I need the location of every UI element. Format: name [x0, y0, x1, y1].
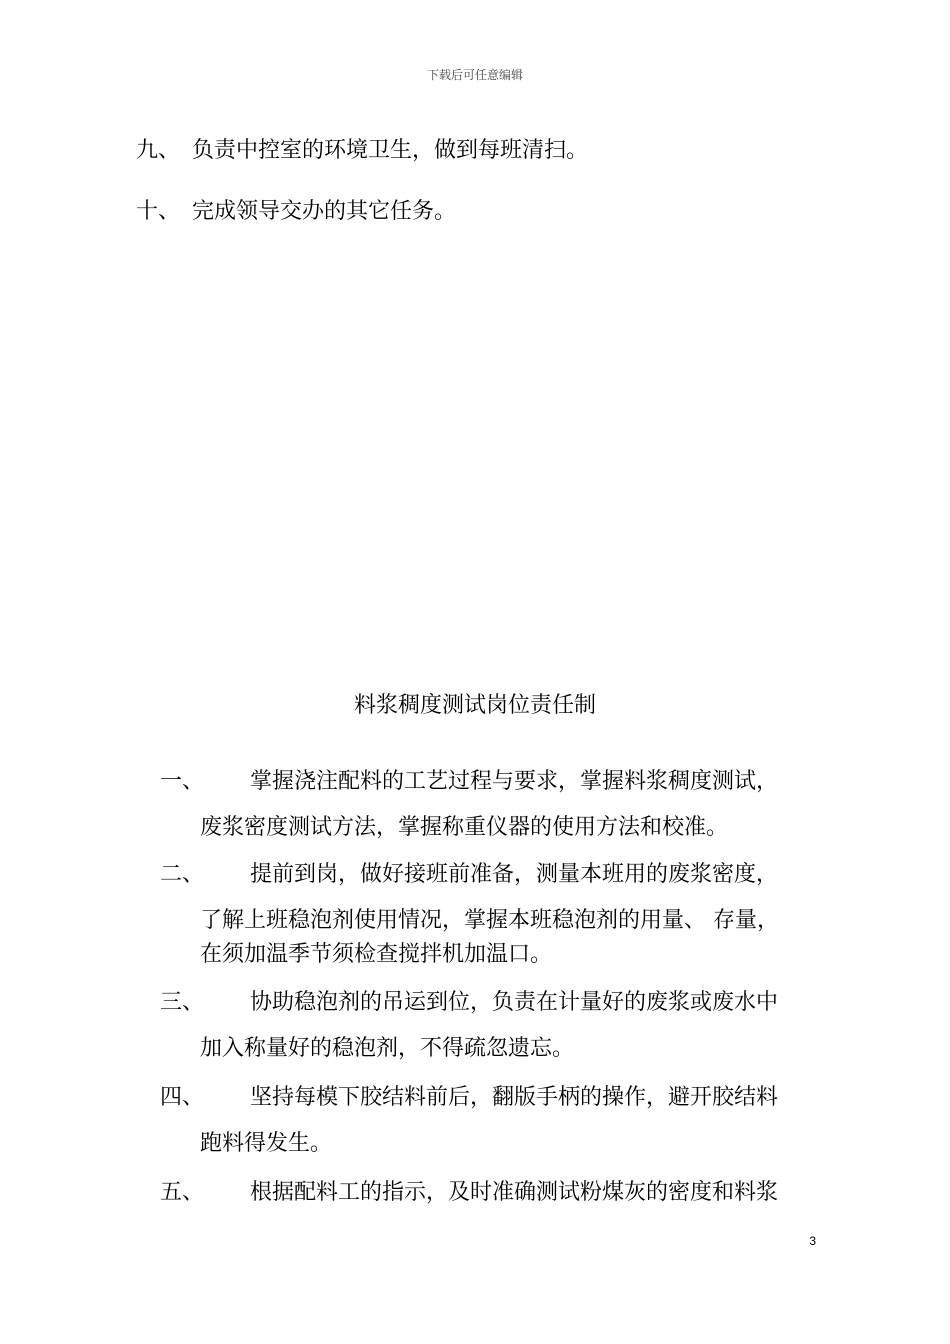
duty-number: 一、 [160, 769, 205, 794]
duty-line: 协助稳泡剂的吊运到位，负责在计量好的废浆或废水中 [250, 990, 779, 1015]
duty-line: 在须加温季节须检查搅拌机加温口。 [200, 942, 553, 967]
duty-number: 二、 [160, 862, 205, 887]
duty-line: 跑料得发生。 [200, 1131, 333, 1156]
header-note: 下载后可任意编辑 [426, 68, 523, 82]
duty-line: 掌握浇注配料的工艺过程与要求，掌握料浆稠度测试， [250, 769, 779, 794]
duty-item [160, 1080, 820, 1170]
item-number: 十、 [136, 199, 181, 224]
duty-line: 提前到岗，做好接班前准备，测量本班用的废浆密度， [250, 862, 779, 887]
item-text: 负责中控室的环境卫生，做到每班清扫。 [192, 138, 589, 163]
duty-line: 了解上班稳泡剂使用情况，掌握本班稳泡剂的用量、 存量， [200, 908, 779, 933]
duty-line: 根据配料工的指示，及时准确测试粉煤灰的密度和料浆 [250, 1180, 779, 1205]
duty-number: 三、 [160, 990, 205, 1015]
list-item [136, 189, 836, 235]
item-text: 完成领导交办的其它任务。 [192, 199, 457, 224]
duty-item [160, 857, 820, 977]
page-number: 3 [809, 1234, 816, 1248]
duty-number: 四、 [160, 1085, 205, 1110]
item-number: 九、 [136, 138, 181, 163]
list-item [136, 128, 836, 174]
duty-item [160, 985, 820, 1075]
duty-item [160, 764, 820, 854]
section-title: 料浆稠度测试岗位责任制 [353, 693, 596, 718]
duty-line: 坚持每模下胶结料前后，翻版手柄的操作，避开胶结料 [250, 1085, 779, 1110]
duty-line: 加入称量好的稳泡剂，不得疏忽遗忘。 [200, 1036, 575, 1061]
duty-item [160, 1175, 820, 1215]
duty-number: 五、 [160, 1180, 205, 1205]
duty-line: 废浆密度测试方法，掌握称重仪器的使用方法和校准。 [200, 815, 729, 840]
